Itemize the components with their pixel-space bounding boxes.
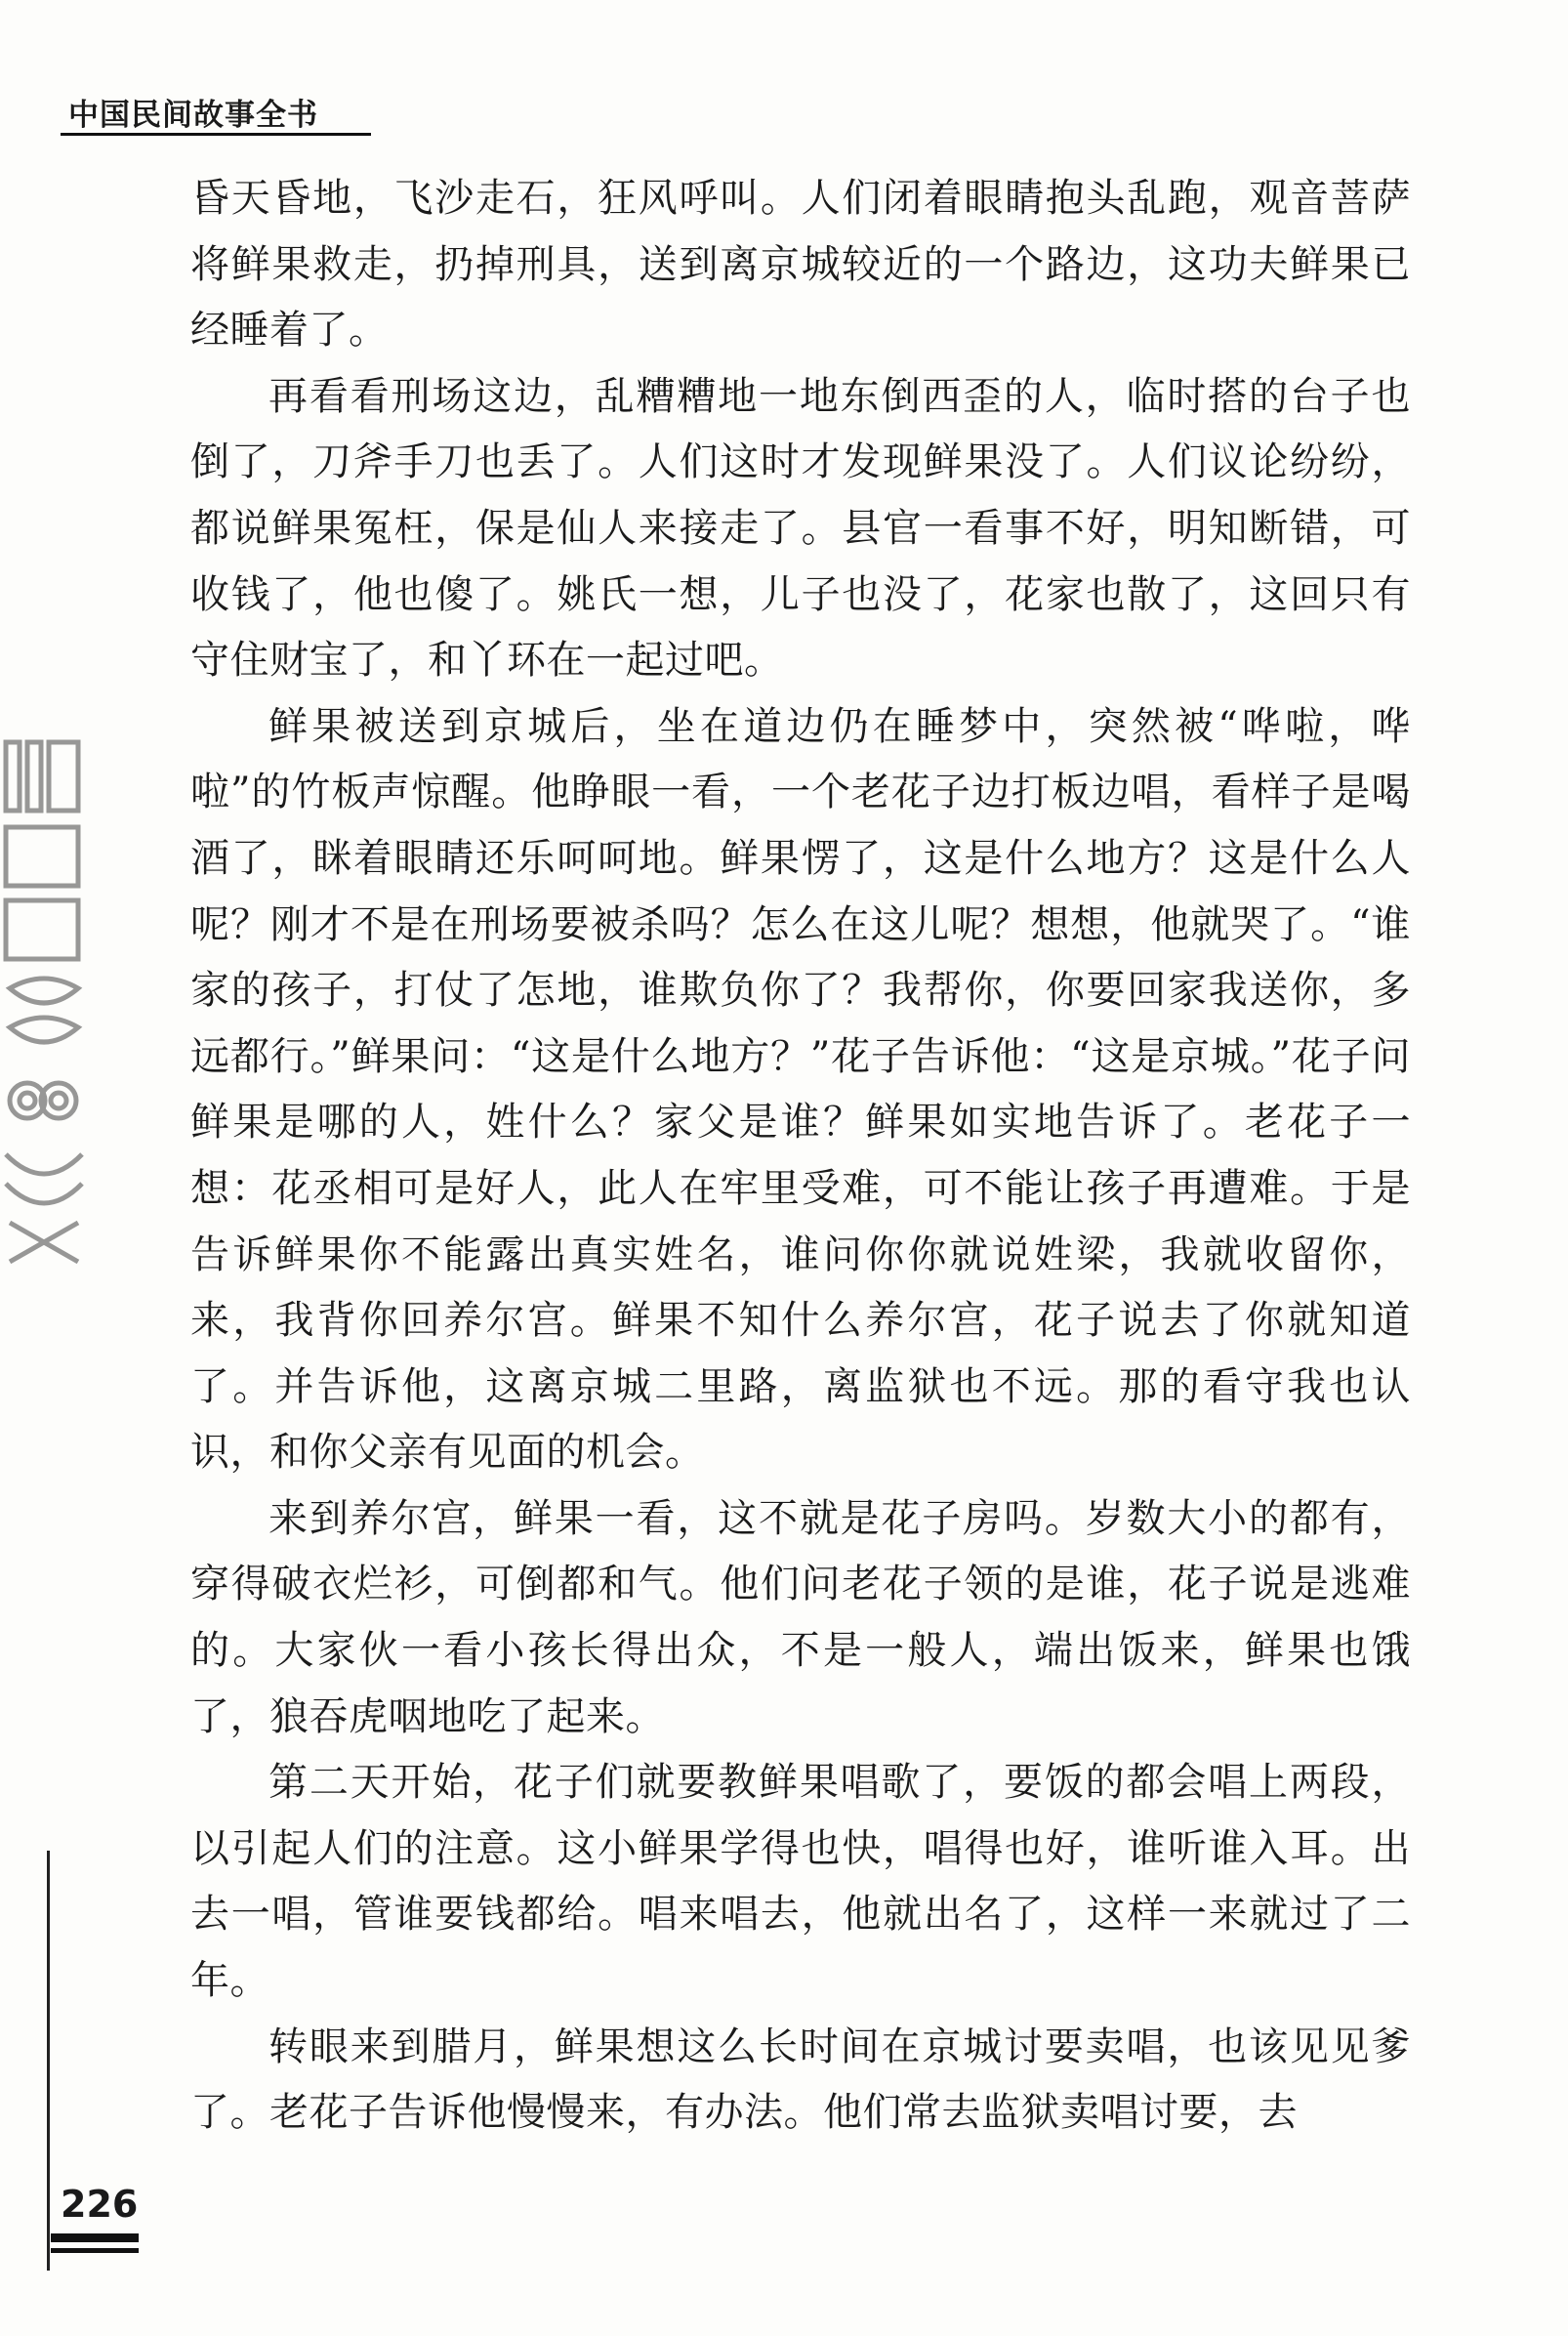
book-title: 中国民间故事全书 (68, 98, 318, 133)
footer-bar (51, 2233, 139, 2242)
folk-pattern-emblem-icon (0, 734, 88, 1281)
paragraph-5: 第二天开始，花子们就要教鲜果唱歌了，要饭的都会唱上两段，以引起人们的注意。这小鲜果学得也快，唱得也好，谁听谁入耳。出去一唱，管谁要钱都给。唱来唱去，他就出名了，这样一来就过了二年。 (190, 1760, 1411, 2004)
paragraph-3: 鲜果被送到京城后，坐在道边仍在睡梦中，突然被“哗啦，哗啦”的竹板声惊醒。他睁眼一看，一个老花子边打板边唱，看样子是喝酒了，眯着眼睛还乐呵呵地。鲜果愣了，这是什么地方？这是什么人呢？刚才不是在刑场要被杀吗？怎么在这儿呢？想想，他就哭了。“谁家的孩子，打仗了怎地，谁欺负你了？我帮你，你要回家我送你，多远都行。”鲜果问：“这是什么地方？”花子告诉他：“这是京城。”花子问鲜果是哪的人，姓什么？家父是谁？鲜果如实地告诉了。老花子一想：花丞相可是好人，此人在牢里受难，可不能让孩子再遭难。于是告诉鲜果你不能露出真实姓名，谁问你你就说姓梁，我就收留你，来，我背你回养尔宫。鲜果不知什么养尔宫，花子说去了你就知道了。并告诉他，这离京城二里路，离监狱也不远。那的看守我也认识，和你父亲有见面的机会。 (190, 703, 1411, 1476)
footer-bar-thin (51, 2248, 139, 2253)
paragraph-4: 来到养尔宫，鲜果一看，这不就是花子房吗。岁数大小的都有，穿得破衣烂衫，可倒都和气。他们问老花子领的是谁，花子说是逃难的。大家伙一看小孩长得出众，不是一般人，端出饭来，鲜果也饿了，狼吞虎咽地吃了起来。 (190, 1495, 1411, 1739)
story-body (190, 166, 1411, 2147)
page-number: 226 (61, 2183, 139, 2226)
paragraph-1: 昏天昏地，飞沙走石，狂风呼叫。人们闭着眼睛抱头乱跑，观音菩萨将鲜果救走，扔掉刑具，送到离京城较近的一个路边，这功夫鲜果已经睡着了。 (190, 176, 1411, 354)
header-rule (61, 133, 371, 136)
margin-rule (47, 1851, 50, 2271)
paragraph-2: 再看看刑场这边，乱糟糟地一地东倒西歪的人，临时搭的台子也倒了，刀斧手刀也丢了。人们这时才发现鲜果没了。人们议论纷纷，都说鲜果冤枉，保是仙人来接走了。县官一看事不好，明知断错，可收钱了，他也傻了。姚氏一想，儿子也没了，花家也散了，这回只有守住财宝了，和丫环在一起过吧。 (190, 373, 1411, 684)
paragraph-6: 转眼来到腊月，鲜果想这么长时间在京城讨要卖唱，也该见见爹了。老花子告诉他慢慢来，有办法。他们常去监狱卖唱讨要，去 (190, 2023, 1411, 2136)
